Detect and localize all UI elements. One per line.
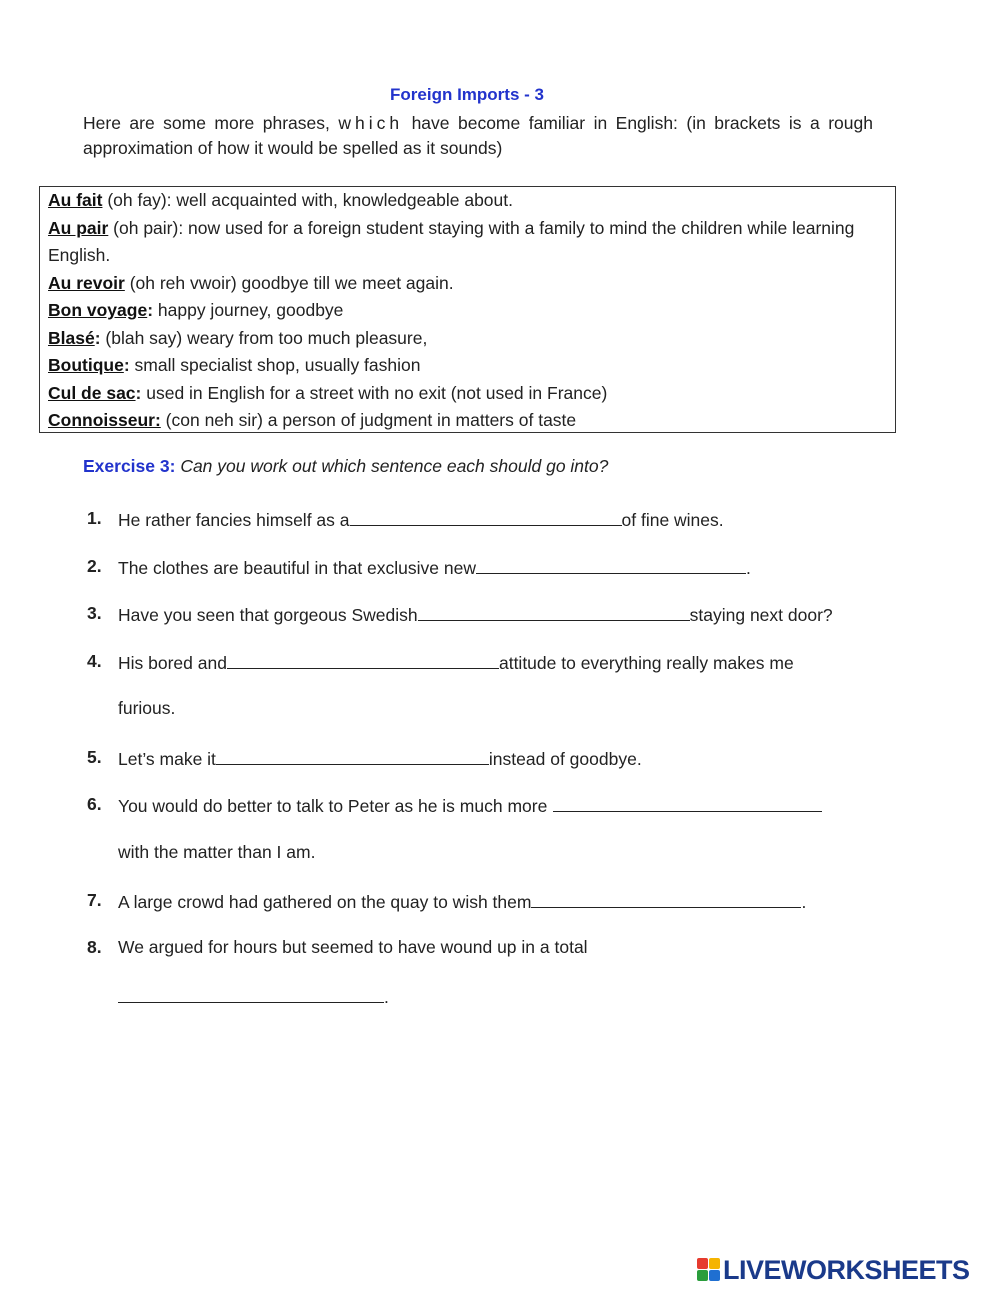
vocab-definition: used in English for a street with no exit (not used in France) [141,382,608,403]
question-text: A large crowd had gathered on the quay to wish them [118,892,532,912]
worksheet-title: Foreign Imports - 3 [390,85,544,104]
vocab-term: Bon voyage [48,300,148,320]
question-number: 7. [87,890,102,910]
vocab-term: Au revoir [48,272,125,293]
question-text-after: . [801,892,807,912]
question-number: 3. [87,603,102,623]
question-6 [87,794,822,817]
answer-blank[interactable] [553,794,822,812]
answer-blank[interactable] [476,556,746,574]
vocab-colon: : [147,300,154,320]
vocab-entry [48,187,887,215]
question-2 [87,556,751,579]
vocab-term: Connoisseur: [48,410,161,430]
question-text: You would do better to talk to Peter as he is much more [118,796,548,816]
question-text: The clothes are beautiful in that exclusive new [118,558,476,578]
vocab-definition: happy journey, goodbye [153,300,344,320]
logo-text: LIVEWORKSHEETS [723,1255,970,1285]
question-3 [87,603,833,626]
question-text-after: of fine wines. [621,510,724,530]
vocab-definition: (blah say) weary from too much pleasure, [100,327,428,348]
vocab-definition: (oh pair): now used for a foreign student staying with a family to mind the children while learning English. [48,217,855,265]
vocab-term: Au pair [48,217,109,238]
vocab-entry [48,380,887,408]
vocab-colon: : [135,382,142,403]
question-text-after: . [745,558,751,578]
question-1 [87,508,724,531]
vocab-definition: (oh reh vwoir) goodbye till we meet again. [124,272,454,293]
vocabulary-box [39,186,896,433]
question-number: 8. [87,937,102,957]
question-text-line2: with the matter than I am. [118,842,316,862]
question-text-after: staying next door? [689,605,833,625]
vocab-definition: small specialist shop, usually fashion [129,355,421,375]
question-8 [87,937,588,958]
vocab-entry [48,352,887,380]
vocab-entry [48,325,887,353]
exercise-label: Exercise 3: [83,456,176,476]
intro-text-spaced: which [338,113,404,133]
question-text-after: instead of goodbye. [488,749,642,769]
answer-blank[interactable] [531,890,801,908]
question-text-after: attitude to everything really makes me [498,653,794,673]
vocab-term: Cul de sac [48,382,136,403]
vocab-definition: (oh fay): well acquainted with, knowledgeable about. [102,190,513,210]
vocab-entry [48,297,887,325]
question-8-continuation [118,985,389,1008]
question-number: 4. [87,651,102,671]
liveworksheets-logo [697,1255,993,1285]
intro-paragraph [83,111,873,161]
logo-cubes-icon [697,1258,721,1282]
question-number: 2. [87,556,102,576]
vocab-term: Blasé [48,327,95,348]
question-text-line2: furious. [118,698,176,718]
question-number: 6. [87,794,102,814]
vocab-term: Au fait [48,190,103,210]
question-7 [87,890,807,913]
vocab-entry [48,407,887,435]
exercise-heading [83,456,608,477]
question-text: We argued for hours but seemed to have wound up in a total [118,937,588,957]
question-text: He rather fancies himself as a [118,510,350,530]
answer-blank[interactable] [118,985,384,1003]
question-number: 1. [87,508,102,528]
vocab-entry [48,270,887,298]
question-text: Let’s make it [118,749,216,769]
answer-blank[interactable] [216,747,489,765]
question-6-continuation [118,842,315,863]
question-number: 5. [87,747,102,767]
question-text-after: . [384,987,389,1007]
vocab-definition: (con neh sir) a person of judgment in matters of taste [160,410,577,430]
question-text: Have you seen that gorgeous Swedish [118,605,418,625]
intro-text-2: have become familiar in English: (in brackets is a rough approximation of how it would be spelled as it sounds) [83,113,873,158]
question-4 [87,651,794,674]
answer-blank[interactable] [418,603,690,621]
answer-blank[interactable] [227,651,499,669]
question-text: His bored and [118,653,227,673]
vocab-entry [48,215,887,270]
exercise-prompt: Can you work out which sentence each should go into? [180,456,609,476]
question-5 [87,747,642,770]
vocab-colon: : [94,327,101,348]
question-4-continuation [118,698,175,719]
intro-text-1: Here are some more phrases, [83,113,330,133]
vocab-colon: : [123,355,130,375]
vocab-term: Boutique [48,355,124,375]
answer-blank[interactable] [350,508,622,526]
